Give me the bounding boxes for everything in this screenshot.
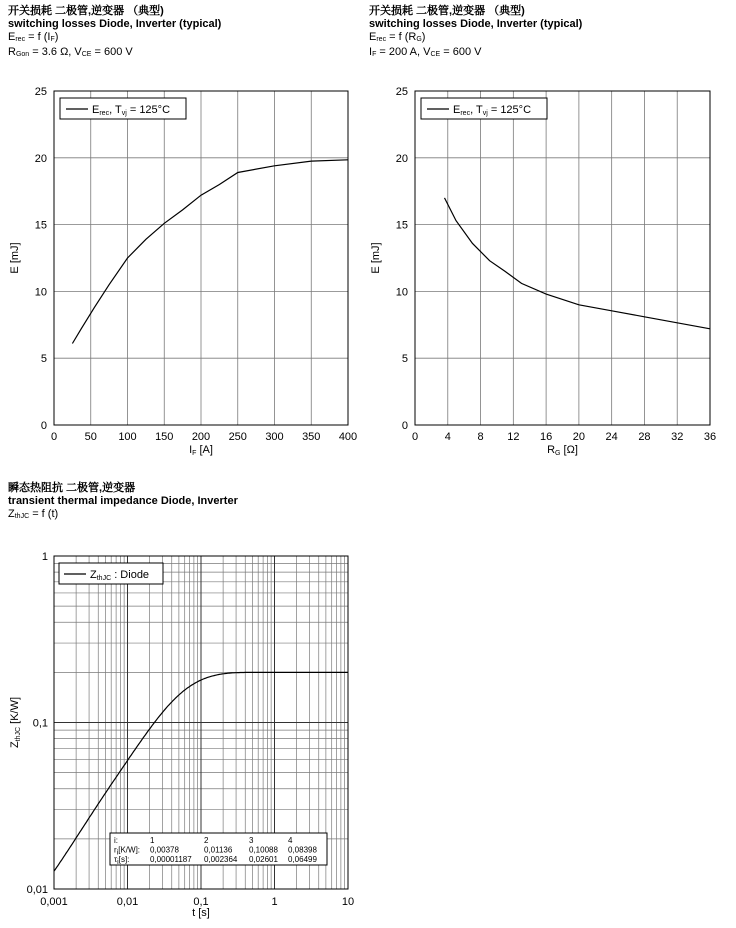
table-row-label-r: ri[K/W]: xyxy=(114,845,141,857)
table-cell-tau: 0,002364 xyxy=(204,855,238,864)
y-tick-label: 15 xyxy=(395,219,408,232)
x-tick-label: 28 xyxy=(638,431,651,443)
x-tick-label: 150 xyxy=(155,431,174,443)
series-line xyxy=(445,198,711,329)
chart2-title-cn: 开关损耗 二极管,逆变器 （典型) xyxy=(369,5,525,17)
x-tick-label: 300 xyxy=(265,431,284,443)
x-tick-label: 0,01 xyxy=(116,896,139,908)
y-tick-label: 1 xyxy=(41,551,48,563)
x-tick-label: 0 xyxy=(50,431,58,443)
x-tick-label: 1 xyxy=(271,896,278,908)
x-tick-label: 400 xyxy=(338,431,358,443)
chart1 xyxy=(9,86,357,457)
chart2-title-en: switching losses Diode, Inverter (typical) xyxy=(369,18,583,30)
y-tick-label: 5 xyxy=(40,353,47,366)
table-cell-index: i: xyxy=(114,836,118,845)
x-tick-label: 100 xyxy=(118,431,137,443)
series-line xyxy=(72,160,348,344)
y-tick-label: 5 xyxy=(401,353,408,366)
table-cell-index: 1 xyxy=(150,836,155,845)
y-tick-label: 0 xyxy=(401,420,408,432)
x-axis-label: t [s] xyxy=(192,907,210,919)
chart1-title-en: switching losses Diode, Inverter (typical) xyxy=(8,18,222,30)
y-tick-label: 10 xyxy=(395,286,408,299)
chart2 xyxy=(370,86,716,457)
table-cell-r: 0,10088 xyxy=(249,845,278,855)
table-cell-index: 2 xyxy=(204,836,209,845)
x-tick-label: 250 xyxy=(228,431,247,443)
legend-label: ZthJC : Diode xyxy=(90,569,150,582)
table-cell-r: 0,00378 xyxy=(150,845,179,855)
x-tick-label: 10 xyxy=(341,896,355,908)
x-tick-label: 200 xyxy=(191,431,211,443)
table-cell-tau: 0,06499 xyxy=(288,855,317,864)
chart2-conditions: $I_F = 200$ A, $V_{CE} = 600$ V xyxy=(369,46,482,58)
plot-frame xyxy=(415,91,710,425)
y-tick-label: 15 xyxy=(34,219,47,232)
x-axis-label: RG [Ω] xyxy=(547,444,578,457)
x-tick-label: 50 xyxy=(84,431,97,443)
x-tick-label: 0,001 xyxy=(40,896,68,908)
chart1-conditions: $R_{Gon} = 3.6$ Ω, $V_{CE} = 600$ V xyxy=(8,46,133,58)
y-tick-label: 25 xyxy=(395,86,408,98)
x-tick-label: 20 xyxy=(572,431,586,443)
chart3-formula: $Z_{thJC} = f$ (t) xyxy=(8,508,59,520)
x-tick-label: 32 xyxy=(671,431,684,443)
x-tick-label: 8 xyxy=(477,431,484,443)
chart2-formula: $E_{rec} = f$ $(R_G)$ xyxy=(369,31,426,43)
y-tick-label: 0,1 xyxy=(32,717,48,730)
y-tick-label: 0,01 xyxy=(26,884,48,896)
y-tick-label: 25 xyxy=(34,86,47,98)
x-tick-label: 12 xyxy=(507,431,520,443)
chart3 xyxy=(9,551,354,919)
table-cell-tau: 0,02601 xyxy=(249,855,278,864)
legend-label: Erec, Tvj = 125°C xyxy=(453,104,532,117)
table-cell-r: 0,01136 xyxy=(204,845,233,855)
x-tick-label: 4 xyxy=(444,431,451,443)
x-tick-label: 16 xyxy=(539,431,553,443)
x-tick-label: 36 xyxy=(703,431,717,443)
table-cell-tau: 0,00001187 xyxy=(150,855,192,864)
x-tick-label: 350 xyxy=(302,431,321,443)
chart3-title-cn: 瞬态热阻抗 二极管,逆变器 xyxy=(8,482,136,494)
x-tick-label: 24 xyxy=(605,431,618,443)
table-cell-r: 0,08398 xyxy=(288,845,317,855)
y-tick-label: 20 xyxy=(395,152,408,165)
table-cell-index: 4 xyxy=(288,836,293,845)
chart1-title-cn: 开关损耗 二极管,逆变器 （典型) xyxy=(8,5,164,17)
x-tick-label: 0,1 xyxy=(193,896,209,908)
y-tick-label: 0 xyxy=(40,420,47,432)
chart3-title-en: transient thermal impedance Diode, Inverter xyxy=(8,495,238,507)
x-axis-label: IF [A] xyxy=(189,444,213,457)
y-axis-label: E [mJ] xyxy=(9,242,21,274)
y-tick-label: 10 xyxy=(34,286,47,299)
table-row-label-tau: τi[s]: xyxy=(114,855,130,866)
y-tick-label: 20 xyxy=(34,152,47,165)
table-cell-index: 3 xyxy=(249,836,254,845)
y-axis-label: ZthJC [K/W] xyxy=(9,696,22,749)
x-tick-label: 0 xyxy=(411,431,419,443)
legend-label: Erec, Tvj = 125°C xyxy=(92,104,171,117)
chart1-formula: $E_{rec} = f$ $(I_F)$ xyxy=(8,31,59,43)
y-axis-label: E [mJ] xyxy=(370,242,382,274)
